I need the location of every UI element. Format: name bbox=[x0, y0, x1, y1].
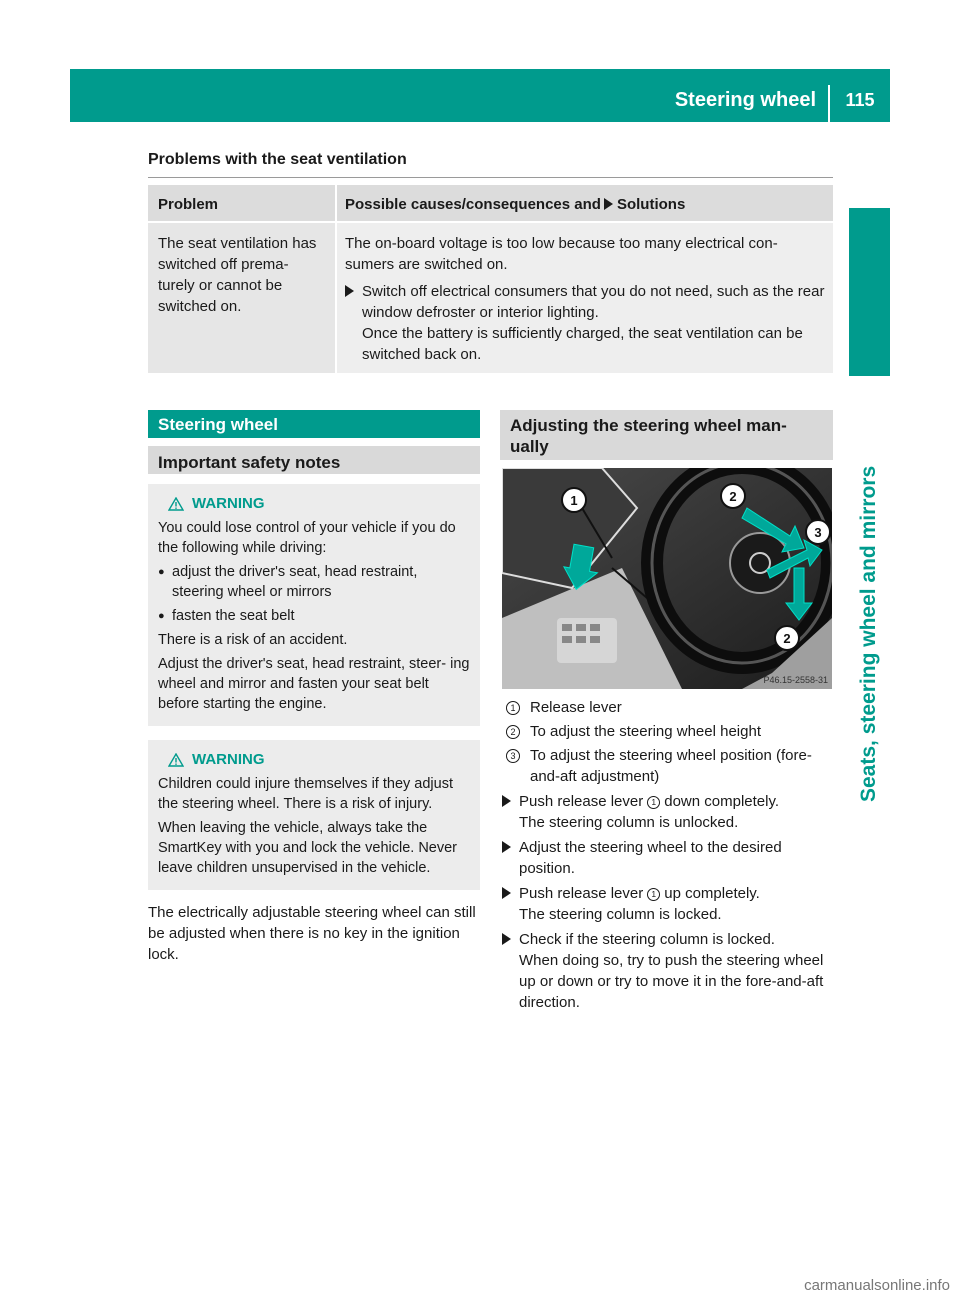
instruction-result: The steering column is unlocked. bbox=[519, 814, 739, 831]
instruction-text: Adjust the steering wheel to the desired position. bbox=[519, 839, 782, 877]
section-title-adjusting: Adjusting the steering wheel man- ually bbox=[500, 410, 833, 460]
warning-text: Children could injure themselves if they adjust the steering wheel. There is a risk of injury. bbox=[158, 776, 453, 812]
solution-step-body bbox=[362, 281, 827, 365]
warning-triangle-icon bbox=[168, 497, 184, 511]
chapter-tab bbox=[849, 208, 890, 376]
solution-note: Once the battery is sufficiently charged, the seat ventilation can be switched back on. bbox=[362, 325, 803, 363]
warning-box bbox=[148, 740, 480, 890]
legend-item bbox=[502, 721, 833, 742]
callout-number-icon: 1 bbox=[506, 701, 520, 715]
warning-title-text: WARNING bbox=[192, 751, 265, 768]
page-number: 115 bbox=[845, 90, 875, 110]
col-header-causes-prefix: Possible causes/consequences and bbox=[345, 196, 601, 213]
col-header-causes bbox=[335, 185, 833, 221]
svg-text:3: 3 bbox=[814, 525, 822, 540]
table-row bbox=[148, 223, 833, 373]
warning-title bbox=[168, 750, 472, 770]
callout-number-icon: 3 bbox=[506, 749, 520, 763]
list-item-text: adjust the driver's seat, head restraint, steering wheel or mirrors bbox=[172, 564, 418, 600]
body-paragraph: The electrically adjustable steering wheel can still be adjusted when there is no key in the ignition lock. bbox=[148, 904, 476, 963]
callout-number-icon: 2 bbox=[506, 725, 520, 739]
steering-wheel-illustration bbox=[502, 468, 832, 689]
legend-text: Release lever bbox=[530, 699, 622, 716]
instruction-result: When doing so, try to push the steering wheel up or down or try to move it in the fore-and-aft direction. bbox=[519, 952, 824, 1011]
instruction-step bbox=[502, 929, 833, 1013]
table-header-row bbox=[148, 185, 833, 221]
legend-item bbox=[502, 697, 833, 718]
instruction-text-pre: Push release lever bbox=[519, 885, 644, 902]
bullet-icon: ● bbox=[158, 566, 165, 578]
callout-number-icon: 1 bbox=[647, 796, 660, 809]
header-divider bbox=[828, 85, 830, 122]
instruction-text: Check if the steering column is locked. bbox=[519, 931, 775, 948]
watermark: carmanualsonline.info bbox=[804, 1277, 950, 1294]
instruction-step bbox=[502, 837, 833, 879]
cause-text: The on-board voltage is too low because too many electrical con- sumers are switched on. bbox=[345, 235, 778, 273]
instruction-text bbox=[519, 791, 779, 812]
legend-item bbox=[502, 745, 833, 787]
svg-text:1: 1 bbox=[570, 493, 578, 508]
instruction-step bbox=[502, 791, 833, 833]
arrow-right-icon bbox=[502, 795, 511, 807]
warning-triangle-icon bbox=[168, 753, 184, 767]
arrow-right-icon bbox=[502, 933, 511, 945]
instruction-step bbox=[502, 883, 833, 925]
problem-cell: The seat ventilation has switched off prema- turely or cannot be switched on. bbox=[148, 223, 335, 373]
instruction-text-post: down completely. bbox=[664, 793, 780, 810]
col-header-causes-suffix: Solutions bbox=[616, 196, 686, 213]
list-item bbox=[158, 606, 472, 626]
svg-text:2: 2 bbox=[729, 489, 737, 504]
right-column bbox=[500, 410, 833, 460]
ventilation-heading: Problems with the seat ventilation bbox=[148, 151, 407, 168]
instruction-text bbox=[519, 883, 760, 904]
instruction-step-body bbox=[519, 883, 760, 925]
chapter-label-text: Seats, steering wheel and mirrors bbox=[857, 465, 880, 802]
callout-number-icon: 1 bbox=[647, 888, 660, 901]
instruction-list bbox=[502, 791, 833, 1013]
ventilation-table bbox=[148, 185, 833, 373]
arrow-right-icon bbox=[502, 841, 511, 853]
warning-risk: There is a risk of an accident. bbox=[158, 632, 348, 648]
list-item-text: fasten the seat belt bbox=[172, 608, 295, 624]
header-title: Steering wheel bbox=[674, 89, 816, 111]
image-code: P46.15-2558-31 bbox=[763, 675, 828, 685]
col-header-problem: Problem bbox=[158, 196, 219, 213]
right-column-text bbox=[502, 697, 833, 1013]
warning-text: When leaving the vehicle, always take the SmartKey with you and lock the vehicle. Never leave children unsupervised in the vehicle. bbox=[158, 820, 457, 876]
arrow-right-icon bbox=[604, 198, 613, 210]
heading-rule bbox=[148, 177, 833, 178]
instruction-step-body bbox=[519, 929, 833, 1013]
subsection-title-safety: Important safety notes bbox=[148, 446, 480, 474]
legend-text: To adjust the steering wheel position (fore-and-aft adjustment) bbox=[530, 747, 812, 785]
chapter-label bbox=[849, 382, 890, 802]
warning-intro: You could lose control of your vehicle if you do the following while driving: bbox=[158, 520, 456, 556]
left-column bbox=[148, 410, 480, 965]
warning-box bbox=[148, 484, 480, 726]
list-item bbox=[158, 562, 472, 602]
legend-text: To adjust the steering wheel height bbox=[530, 723, 761, 740]
page-header bbox=[70, 69, 890, 122]
instruction-result: The steering column is locked. bbox=[519, 906, 722, 923]
warning-title bbox=[168, 494, 472, 514]
bullet-icon: ● bbox=[158, 610, 165, 622]
steering-wheel-image bbox=[502, 468, 832, 689]
svg-text:2: 2 bbox=[783, 631, 791, 646]
instruction-step-body bbox=[519, 791, 779, 833]
section-title-steering-wheel: Steering wheel bbox=[148, 410, 480, 438]
causes-cell bbox=[337, 223, 833, 373]
arrow-right-icon bbox=[502, 887, 511, 899]
warning-advice: Adjust the driver's seat, head restraint, steer- ing wheel and mirror and fasten your seat belt before starting the engine. bbox=[158, 656, 470, 712]
warning-title-text: WARNING bbox=[192, 495, 265, 512]
arrow-right-icon bbox=[345, 285, 354, 297]
instruction-text-post: up completely. bbox=[664, 885, 760, 902]
solution-step bbox=[345, 281, 827, 365]
instruction-text-pre: Push release lever bbox=[519, 793, 644, 810]
solution-step-text: Switch off electrical consumers that you do not need, such as the rear window defroster or interior lighting. bbox=[362, 283, 825, 321]
